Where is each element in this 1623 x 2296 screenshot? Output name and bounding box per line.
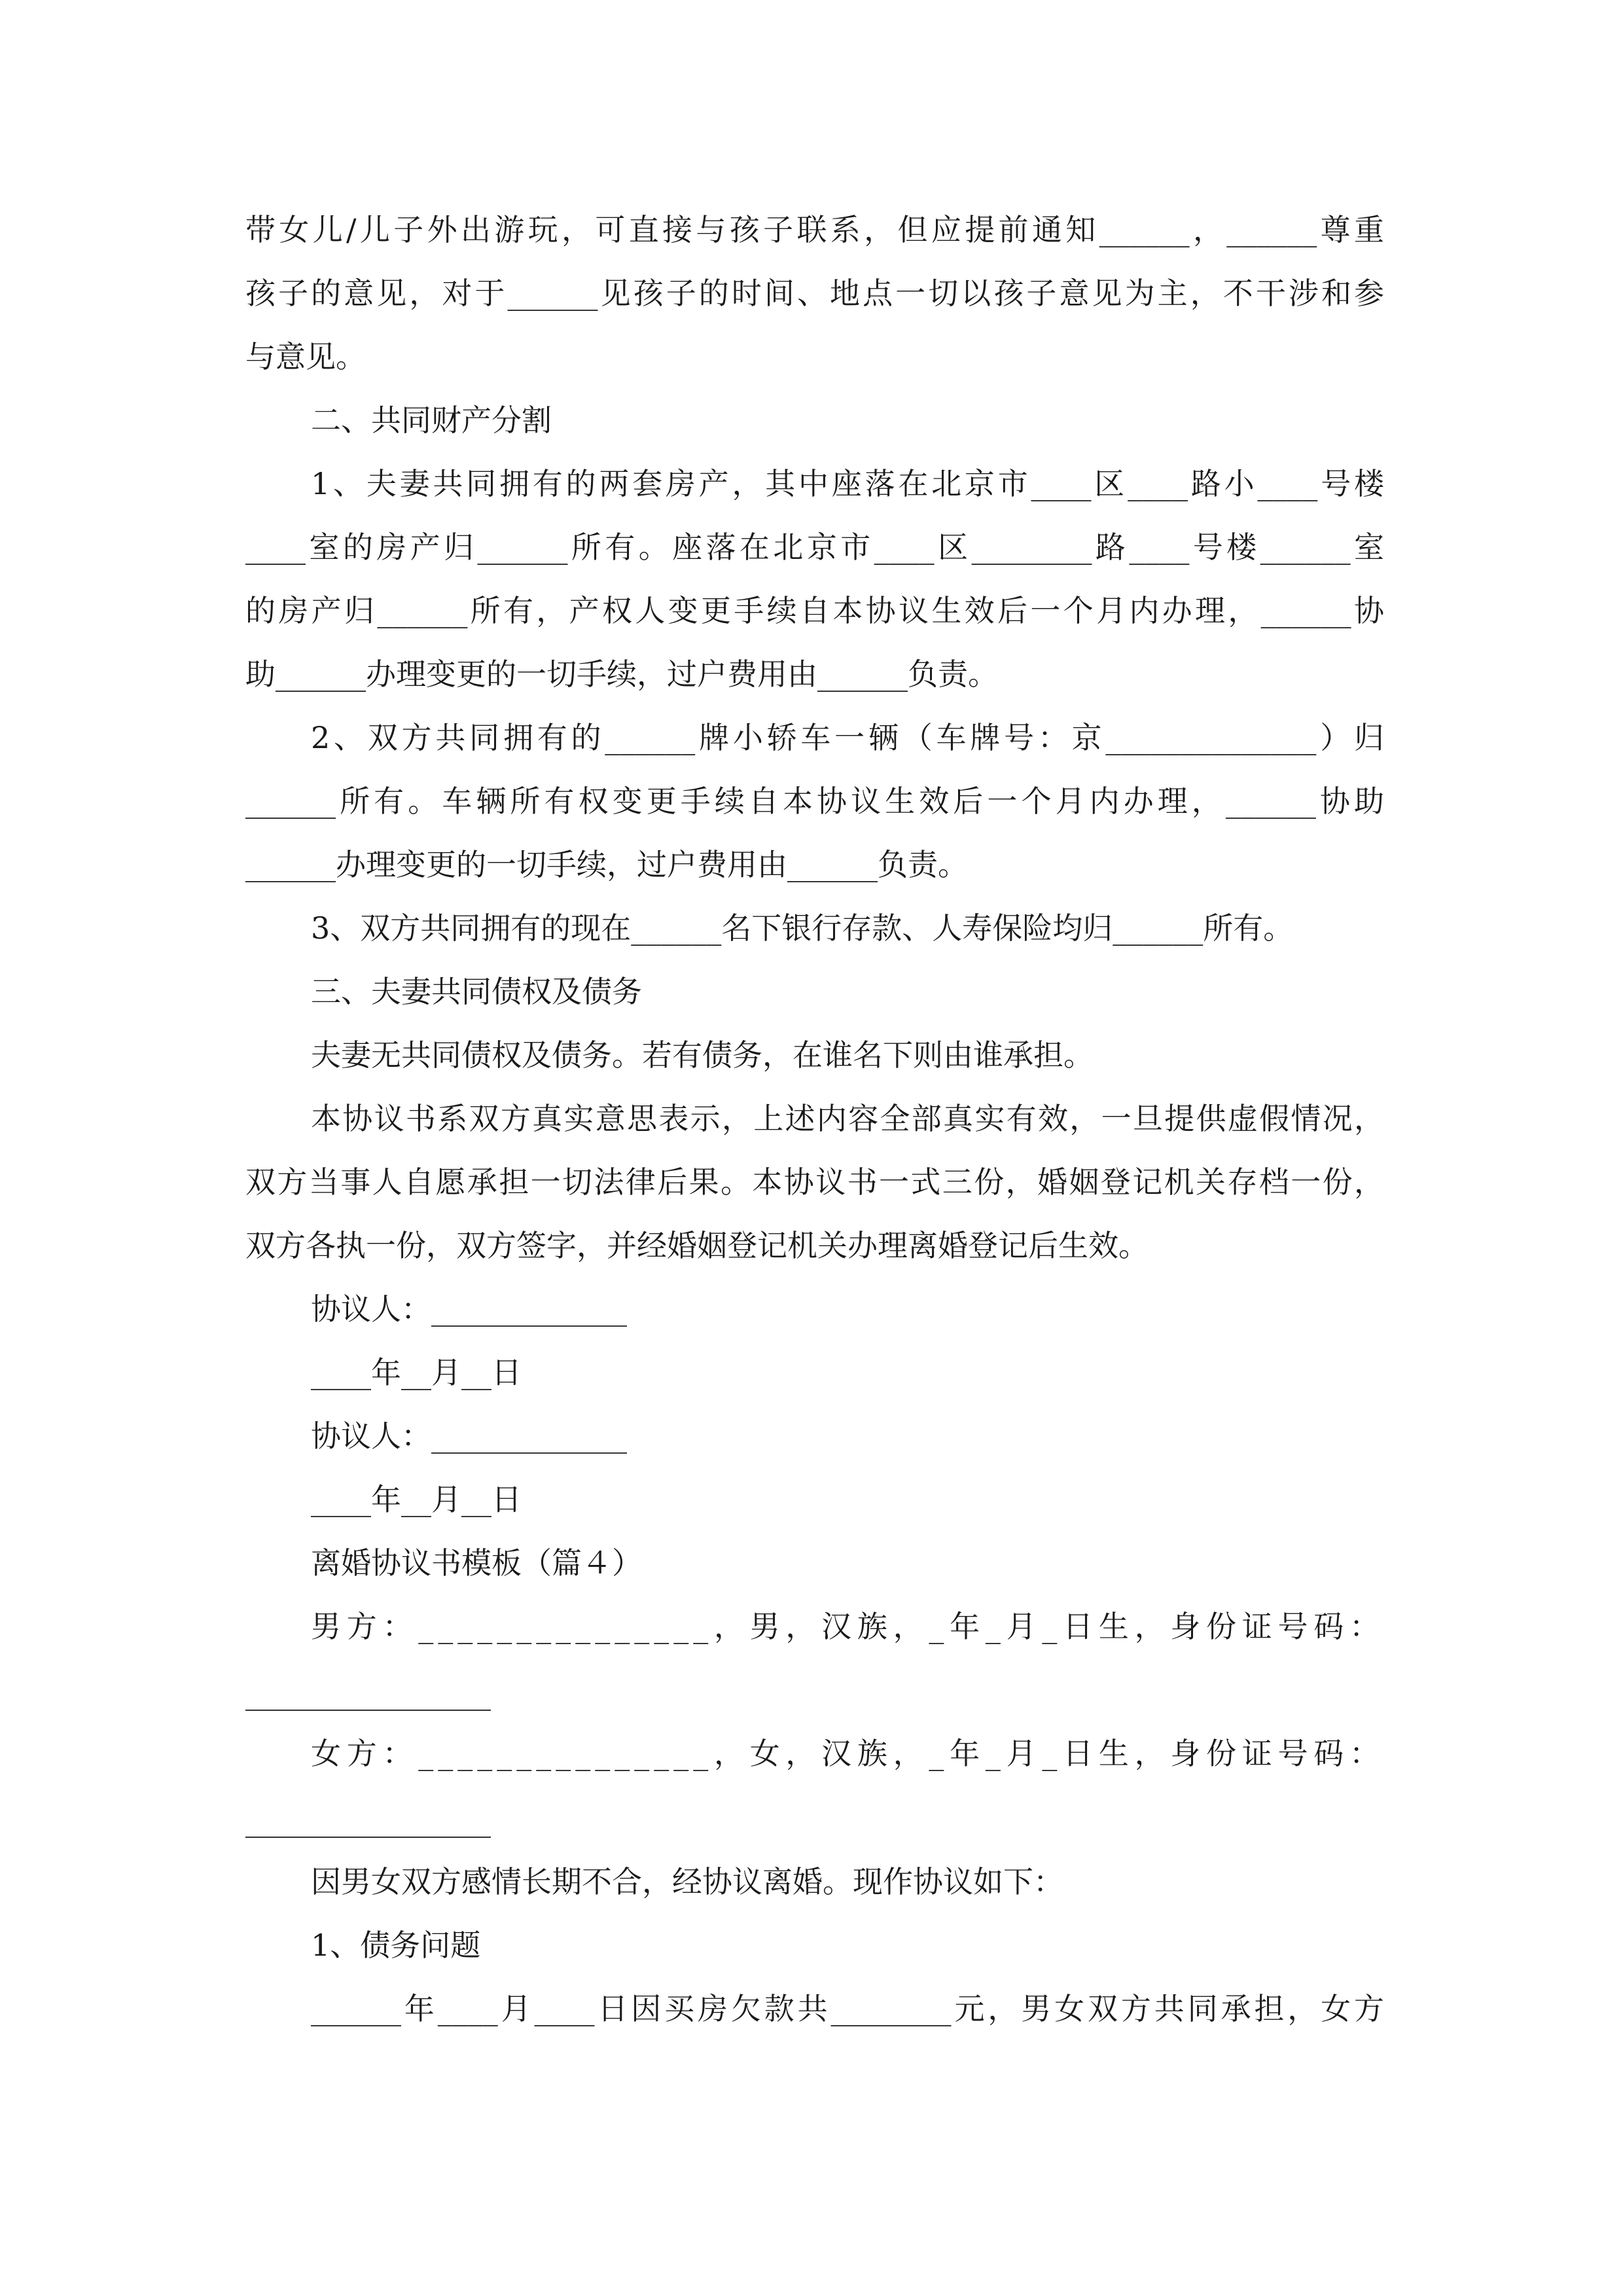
paragraph-line: 2、双方共同拥有的______牌小轿车一辆（车牌号：京______________）归	[311, 720, 1384, 755]
signature-line: 协议人：_____________	[311, 1291, 627, 1327]
template-title: 离婚协议书模板（篇４）	[311, 1545, 642, 1581]
paragraph-line: ______年____月____日因买房欠款共________元，男女双方共同承担，女方	[311, 1991, 1384, 2026]
party-line-male: 男方：_______________，男，汉族，_年_月_日生，身份证号码：	[311, 1609, 1384, 1644]
paragraph-line: 夫妻无共同债权及债务。若有债务，在谁名下则由谁承担。	[311, 1037, 1094, 1073]
date-line: ____年__月__日	[311, 1482, 522, 1517]
id-number-underline	[245, 1837, 491, 1838]
section-heading: 二、共同财产分割	[311, 403, 552, 438]
paragraph-line: 与意见。	[245, 339, 366, 374]
paragraph-line: 3、双方共同拥有的现在______名下银行存款、人寿保险均归______所有。	[311, 910, 1294, 946]
section-heading: 1、债务问题	[311, 1928, 481, 1963]
paragraph-line: 带女儿/儿子外出游玩，可直接与孩子联系，但应提前通知______，______尊重	[245, 212, 1384, 247]
paragraph-line: ______办理变更的一切手续，过户费用由______负责。	[245, 847, 968, 882]
paragraph-line: 助______办理变更的一切手续，过户费用由______负责。	[245, 656, 998, 692]
paragraph-line: 的房产归______所有，产权人变更手续自本协议生效后一个月内办理，______协	[245, 593, 1384, 628]
paragraph-line: 本协议书系双方真实意思表示，上述内容全部真实有效，一旦提供虚假情况，	[311, 1101, 1384, 1136]
paragraph-line: ______所有。车辆所有权变更手续自本协议生效后一个月内办理，______协助	[245, 783, 1384, 819]
party-line-female: 女方：_______________，女，汉族，_年_月_日生，身份证号码：	[311, 1736, 1384, 1771]
id-number-underline	[245, 1710, 491, 1711]
paragraph-line: 1、夫妻共同拥有的两套房产，其中座落在北京市____区____路小____号楼	[311, 466, 1384, 501]
date-line: ____年__月__日	[311, 1355, 522, 1390]
section-heading: 三、夫妻共同债权及债务	[311, 974, 642, 1009]
paragraph-line: ____室的房产归______所有。座落在北京市____区________路____号楼______室	[245, 529, 1384, 565]
paragraph-line: 孩子的意见，对于______见孩子的时间、地点一切以孩子意见为主，不干涉和参	[245, 276, 1384, 311]
paragraph-line: 双方当事人自愿承担一切法律后果。本协议书一式三份，婚姻登记机关存档一份，	[245, 1164, 1384, 1200]
paragraph-line: 因男女双方感情长期不合，经协议离婚。现作协议如下：	[311, 1864, 1063, 1899]
signature-line: 协议人：_____________	[311, 1418, 627, 1454]
paragraph-line: 双方各执一份，双方签字，并经婚姻登记机关办理离婚登记后生效。	[245, 1228, 1149, 1263]
